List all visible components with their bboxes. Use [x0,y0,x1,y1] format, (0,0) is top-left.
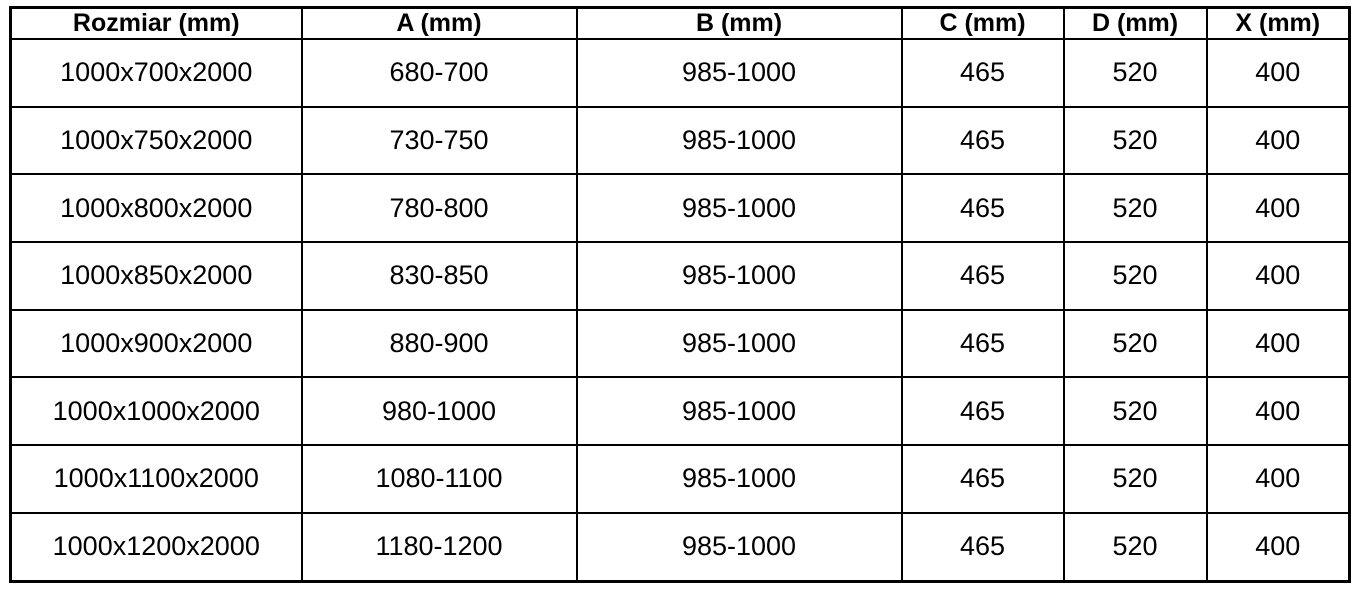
cell-c: 465 [902,39,1064,107]
cell-x: 400 [1207,445,1350,513]
cell-x: 400 [1207,310,1350,378]
table-row [11,39,1350,107]
cell-c: 465 [902,174,1064,242]
cell-size: 1000x1200x2000 [11,513,302,582]
cell-x: 400 [1207,242,1350,310]
cell-x: 400 [1207,174,1350,242]
cell-size: 1000x750x2000 [11,107,302,175]
column-header-rozmiar: Rozmiar (mm) [11,8,302,40]
cell-x: 400 [1207,377,1350,445]
cell-b: 985-1000 [577,107,902,175]
cell-b: 985-1000 [577,310,902,378]
cell-d: 520 [1064,377,1207,445]
cell-d: 520 [1064,39,1207,107]
cell-a: 830-850 [302,242,577,310]
cell-size: 1000x850x2000 [11,242,302,310]
cell-b: 985-1000 [577,445,902,513]
cell-b: 985-1000 [577,242,902,310]
table-row [11,445,1350,513]
table-row [11,174,1350,242]
cell-a: 780-800 [302,174,577,242]
cell-a: 1080-1100 [302,445,577,513]
cell-c: 465 [902,377,1064,445]
column-header-d: D (mm) [1064,8,1207,40]
cell-d: 520 [1064,513,1207,582]
header-row [11,8,1350,40]
cell-b: 985-1000 [577,377,902,445]
table-row [11,513,1350,582]
cell-b: 985-1000 [577,39,902,107]
column-header-x: X (mm) [1207,8,1350,40]
cell-a: 680-700 [302,39,577,107]
cell-size: 1000x1000x2000 [11,377,302,445]
cell-x: 400 [1207,39,1350,107]
cell-x: 400 [1207,513,1350,582]
column-header-b: B (mm) [577,8,902,40]
cell-b: 985-1000 [577,174,902,242]
cell-a: 730-750 [302,107,577,175]
cell-d: 520 [1064,107,1207,175]
cell-size: 1000x800x2000 [11,174,302,242]
table-row [11,242,1350,310]
column-header-a: A (mm) [302,8,577,40]
cell-c: 465 [902,107,1064,175]
cell-c: 465 [902,445,1064,513]
cell-size: 1000x1100x2000 [11,445,302,513]
cell-a: 980-1000 [302,377,577,445]
cell-size: 1000x700x2000 [11,39,302,107]
column-header-c: C (mm) [902,8,1064,40]
cell-a: 880-900 [302,310,577,378]
table-row [11,310,1350,378]
table-row [11,107,1350,175]
cell-b: 985-1000 [577,513,902,582]
cell-a: 1180-1200 [302,513,577,582]
cell-x: 400 [1207,107,1350,175]
cell-d: 520 [1064,445,1207,513]
dimensions-table [9,6,1351,583]
cell-c: 465 [902,310,1064,378]
cell-d: 520 [1064,242,1207,310]
cell-size: 1000x900x2000 [11,310,302,378]
cell-c: 465 [902,513,1064,582]
cell-d: 520 [1064,310,1207,378]
table-row [11,377,1350,445]
cell-c: 465 [902,242,1064,310]
cell-d: 520 [1064,174,1207,242]
